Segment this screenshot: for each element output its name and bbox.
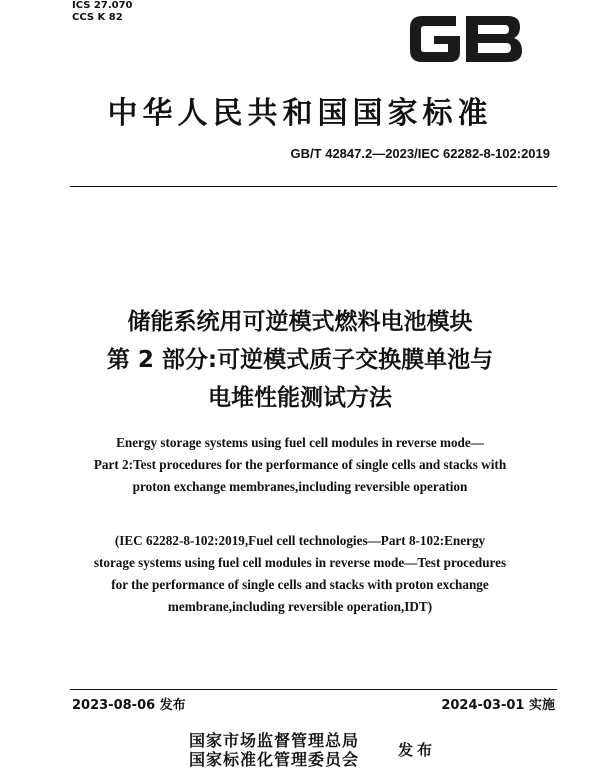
english-title-line-3: proton exchange membranes,including reversible operation	[132, 479, 468, 494]
ics-code: ICS 27.070	[72, 0, 133, 11]
ccs-code: CCS K 82	[72, 12, 123, 23]
effective-date: 2024-03-01 实施	[441, 698, 555, 713]
gb-logo	[404, 6, 526, 70]
issue-label: 发布	[398, 741, 437, 759]
english-title-line-1: Energy storage systems using fuel cell modules in reverse mode—	[116, 435, 484, 450]
identical-note-line-2: storage systems using fuel cell modules in reverse mode—Test procedures	[93, 555, 507, 570]
footer-divider	[70, 689, 557, 690]
issuer-2: 国家标准化管理委员会	[189, 750, 360, 769]
publish-date: 2023-08-06 发布	[72, 698, 186, 713]
standard-type-heading: 中华人民共和国国家标准	[107, 96, 493, 131]
identical-standard-note	[40, 530, 560, 618]
identical-note-line-3: for the performance of single cells and stacks with proton exchange	[111, 577, 489, 592]
chinese-title-line-2: 第 2 部分:可逆模式质子交换膜单池与	[106, 347, 494, 373]
issuer-1: 国家市场监督管理总局	[189, 731, 360, 750]
gb-logo-b	[466, 16, 522, 62]
english-title	[40, 432, 560, 498]
chinese-title-line-1: 储能系统用可逆模式燃料电池模块	[127, 309, 473, 335]
chinese-title-line-3: 电堆性能测试方法	[208, 385, 392, 411]
standard-code: GB/T 42847.2—2023/IEC 62282-8-102:2019	[290, 146, 550, 161]
identical-note-line-4: membrane,including reversible operation,IDT)	[167, 599, 433, 614]
identical-note-line-1: (IEC 62282-8-102:2019,Fuel cell technologies—Part 8-102:Energy	[114, 533, 486, 548]
chinese-title	[40, 303, 560, 417]
header-divider	[70, 186, 557, 187]
english-title-line-2: Part 2:Test procedures for the performance of single cells and stacks with	[93, 457, 507, 472]
gb-logo-g	[410, 16, 460, 62]
issuing-authorities	[189, 731, 359, 769]
